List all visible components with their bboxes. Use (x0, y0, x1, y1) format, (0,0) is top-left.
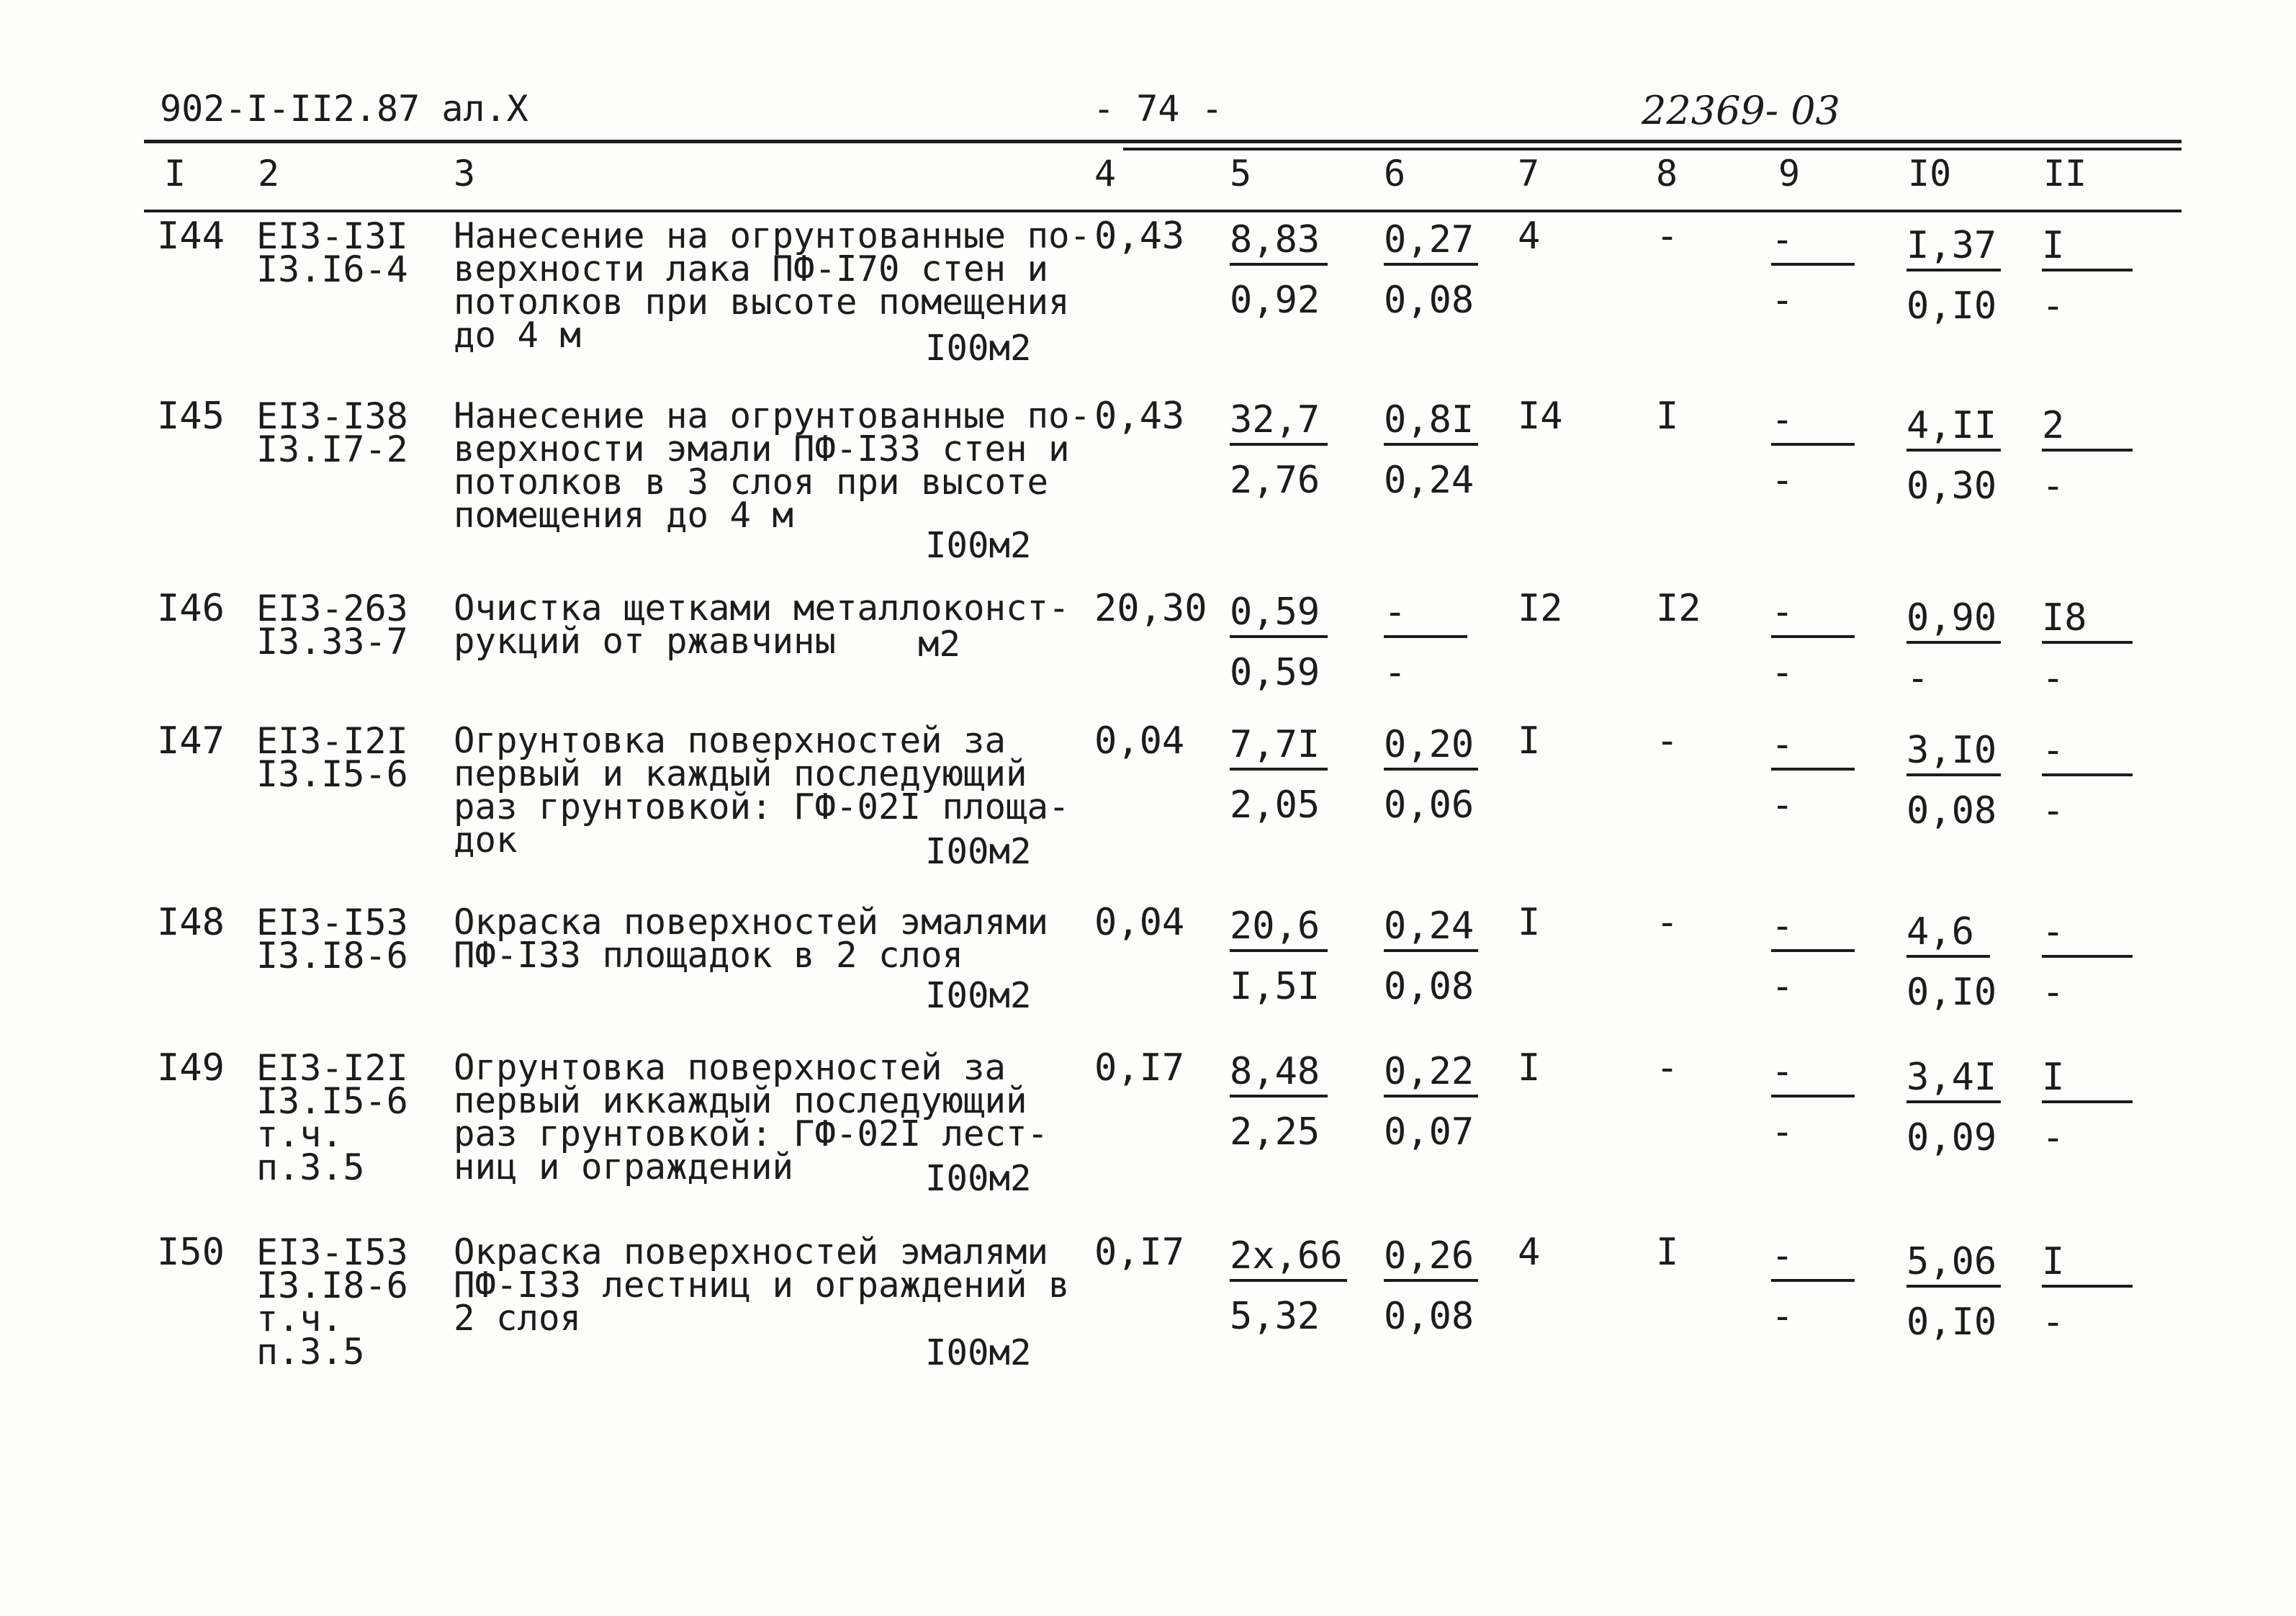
norm-code: п.3.5 (256, 1331, 365, 1373)
cost-col5 (1230, 723, 1328, 827)
cost-col5-bottom: 2,76 (1230, 459, 1320, 502)
cost-col5-bottom: 5,32 (1230, 1295, 1320, 1338)
col9-value-top: - (1771, 1234, 1855, 1282)
column-header-rule (144, 210, 2182, 212)
col9-value-bottom: - (1771, 279, 1794, 322)
col11-value-bottom: - (2042, 1116, 2065, 1159)
col11-value-bottom: - (2042, 1301, 2065, 1344)
col11-value (2042, 596, 2133, 700)
col10-value (1906, 596, 2001, 700)
cost-col6-bottom: 0,08 (1384, 1295, 1475, 1338)
cost-col6 (1384, 904, 1478, 1008)
cost-col5-top: 0,59 (1230, 591, 1328, 638)
cost-col5 (1230, 1050, 1328, 1154)
col8-value: I (1656, 1231, 1679, 1274)
norm-code: EI3-263 (256, 588, 408, 629)
col11-value (2042, 224, 2133, 328)
col10-value-top: 4,6 (1906, 910, 1990, 958)
unit-of-measure: м2 (918, 624, 961, 665)
cost-col5-top: 32,7 (1230, 398, 1328, 446)
work-description: раз грунтовкой: ГФ-02I площа- (454, 786, 1070, 827)
work-description: раз грунтовкой: ГФ-02I лест- (454, 1113, 1049, 1154)
cost-col6-bottom: 0,24 (1384, 459, 1475, 502)
col9-value (1771, 904, 1855, 1008)
col8-value: - (1656, 1046, 1679, 1090)
column-header: 4 (1094, 153, 1117, 194)
col11-value-top: I (2042, 1240, 2133, 1288)
cost-col5-bottom: 2,05 (1230, 784, 1320, 827)
column-header: 3 (454, 153, 476, 194)
col7-value: I (1518, 1046, 1541, 1090)
col9-value-bottom: - (1771, 651, 1794, 694)
quantity: 0,I7 (1094, 1046, 1185, 1090)
column-header: II (2043, 153, 2087, 194)
col11-value-top: 2 (2042, 404, 2133, 452)
col9-value-top: - (1771, 723, 1855, 771)
col9-value-top: - (1771, 218, 1855, 266)
quantity: 0,43 (1094, 395, 1185, 438)
norm-code: EI3-I38 (256, 395, 408, 437)
col8-value: I2 (1656, 587, 1701, 630)
norm-code: I3.I8-6 (256, 1265, 408, 1306)
col9-value-bottom: - (1771, 1110, 1794, 1154)
work-description: ниц и ограждений (454, 1146, 794, 1188)
cost-col6 (1384, 723, 1478, 827)
column-header: 8 (1656, 153, 1678, 194)
cost-col5-bottom: 2,25 (1230, 1110, 1320, 1154)
col11-value-bottom: - (2042, 284, 2065, 328)
col9-value-top: - (1771, 591, 1855, 638)
cost-col6-top: 0,27 (1384, 218, 1478, 266)
work-description: 2 слоя (454, 1298, 582, 1339)
norm-code: I3.I5-6 (256, 753, 408, 795)
cost-col5-bottom: 0,92 (1230, 279, 1320, 322)
work-description: первый и каждый последующий (454, 753, 1027, 794)
column-header: 9 (1778, 153, 1801, 194)
row-number: I50 (157, 1231, 225, 1274)
row-number: I45 (157, 395, 225, 438)
work-description: верхности лака ПФ-I70 стен и (454, 248, 1049, 289)
work-description: первый иккаждый последующий (454, 1080, 1027, 1121)
work-description: верхности эмали ПФ-I33 стен и (454, 428, 1070, 470)
work-description: Окраска поверхностей эмалями (454, 902, 1049, 943)
cost-col5-top: 8,48 (1230, 1050, 1328, 1097)
col11-value (2042, 910, 2133, 1014)
work-description: потолков при высоте помещения (454, 282, 1070, 323)
work-description: до 4 м (454, 315, 582, 356)
col8-value: - (1656, 719, 1679, 763)
col7-value: 4 (1518, 1231, 1541, 1274)
col9-value-bottom: - (1771, 459, 1794, 502)
norm-code: I3.I5-6 (256, 1080, 408, 1122)
cost-col6-top: 0,24 (1384, 904, 1478, 952)
page-number: - 74 - (1093, 88, 1223, 130)
col11-value-top: - (2042, 910, 2133, 958)
inventory-number: 22369- 03 (1642, 88, 1840, 133)
col10-value-top: I,37 (1906, 224, 2001, 271)
cost-col6 (1384, 398, 1478, 502)
row-number: I49 (157, 1046, 225, 1090)
cost-col5 (1230, 398, 1328, 502)
col7-value: I2 (1518, 587, 1563, 630)
col9-value-bottom: - (1771, 784, 1794, 827)
col10-value (1906, 224, 2001, 328)
work-description: Окраска поверхностей эмалями (454, 1231, 1049, 1272)
column-header: I0 (1908, 153, 1952, 194)
cost-col5-bottom: I,5I (1230, 965, 1320, 1008)
col11-value (2042, 1240, 2133, 1344)
col10-value (1906, 729, 2001, 832)
col10-value-bottom: 0,I0 (1906, 1301, 1997, 1344)
col10-value-top: 0,90 (1906, 596, 2001, 644)
cost-col6-top: - (1384, 591, 1467, 638)
column-header: I (164, 153, 186, 194)
col8-value: - (1656, 901, 1679, 944)
cost-col5 (1230, 591, 1328, 694)
col11-value-bottom: - (2042, 789, 2065, 832)
work-description: помещения до 4 м (454, 495, 794, 536)
col9-value-top: - (1771, 1050, 1855, 1097)
col10-value-bottom: 0,I0 (1906, 284, 1997, 328)
col10-value (1906, 1240, 2001, 1344)
work-description: ПФ-I33 лестниц и ограждений в (454, 1265, 1070, 1306)
quantity: 0,04 (1094, 901, 1185, 944)
col10-value-top: 4,II (1906, 404, 2001, 452)
cost-col5 (1230, 904, 1328, 1008)
unit-of-measure: I00м2 (925, 328, 1032, 369)
col10-value-bottom: 0,30 (1906, 464, 1997, 508)
cost-col6-bottom: 0,06 (1384, 784, 1475, 827)
col10-value-bottom: 0,I0 (1906, 971, 1997, 1014)
unit-of-measure: I00м2 (925, 831, 1032, 872)
col10-value (1906, 1056, 2001, 1159)
col9-value (1771, 591, 1855, 694)
cost-col6-top: 0,26 (1384, 1234, 1478, 1282)
cost-col5-top: 7,7I (1230, 723, 1328, 771)
cost-col6-bottom: 0,08 (1384, 279, 1475, 322)
quantity: 20,30 (1094, 587, 1207, 630)
unit-of-measure: I00м2 (925, 1158, 1032, 1199)
col11-value (2042, 1056, 2133, 1159)
header-rule-top (144, 140, 2182, 143)
col10-value (1906, 404, 2001, 508)
col11-value-top: I (2042, 224, 2133, 271)
col10-value-bottom: - (1906, 657, 1930, 700)
unit-of-measure: I00м2 (925, 975, 1032, 1016)
work-description: потолков в 3 слоя при высоте (454, 462, 1049, 503)
row-number: I48 (157, 901, 225, 944)
col9-value-bottom: - (1771, 1295, 1794, 1338)
norm-code: EI3-I53 (256, 1231, 408, 1273)
cost-col6 (1384, 1050, 1478, 1154)
work-description: ПФ-I33 площадок в 2 слоя (454, 935, 964, 976)
norm-code: EI3-I3I (256, 215, 408, 257)
cost-col6 (1384, 1234, 1478, 1338)
col10-value-top: 5,06 (1906, 1240, 2001, 1288)
column-header: 7 (1518, 153, 1540, 194)
norm-code: I3.I8-6 (256, 935, 408, 977)
cost-col5-top: 2х,66 (1230, 1234, 1347, 1282)
work-description: Огрунтовка поверхностей за (454, 1047, 1007, 1088)
cost-col5 (1230, 1234, 1347, 1338)
col9-value (1771, 1050, 1855, 1154)
norm-code: EI3-I2I (256, 720, 408, 762)
cost-col6-top: 0,8I (1384, 398, 1478, 446)
work-description: док (454, 820, 518, 861)
column-header: 2 (258, 153, 280, 194)
col11-value-top: I (2042, 1056, 2133, 1103)
col10-value-top: 3,I0 (1906, 729, 2001, 776)
quantity: 0,43 (1094, 215, 1185, 258)
col10-value-top: 3,4I (1906, 1056, 2001, 1103)
row-number: I47 (157, 719, 225, 763)
document-code: 902-I-II2.87 ал.X (160, 88, 528, 130)
cost-col5 (1230, 218, 1328, 322)
col11-value-bottom: - (2042, 971, 2065, 1014)
col9-value (1771, 218, 1855, 322)
col11-value-top: - (2042, 729, 2133, 776)
norm-code: EI3-I53 (256, 902, 408, 943)
norm-code: I3.I7-2 (256, 428, 408, 470)
cost-col6-bottom: - (1384, 651, 1407, 694)
cost-col5-bottom: 0,59 (1230, 651, 1320, 694)
cost-col6-top: 0,22 (1384, 1050, 1478, 1097)
cost-col5-top: 20,6 (1230, 904, 1328, 952)
norm-code: п.3.5 (256, 1146, 365, 1188)
col10-value-bottom: 0,09 (1906, 1116, 1997, 1159)
column-header: 5 (1230, 153, 1252, 194)
unit-of-measure: I00м2 (925, 525, 1032, 566)
cost-col6 (1384, 591, 1467, 694)
row-number: I46 (157, 587, 225, 630)
work-description: Очистка щетками металлоконст- (454, 588, 1070, 629)
norm-code: EI3-I2I (256, 1047, 408, 1089)
col9-value-top: - (1771, 904, 1855, 952)
work-description: Нанесение на огрунтованные по- (454, 395, 1091, 436)
cost-col6-bottom: 0,07 (1384, 1110, 1475, 1154)
col9-value-top: - (1771, 398, 1855, 446)
cost-col6-bottom: 0,08 (1384, 965, 1475, 1008)
cost-col6-top: 0,20 (1384, 723, 1478, 771)
col11-value-top: I8 (2042, 596, 2133, 644)
norm-code: т.ч. (256, 1298, 343, 1339)
col10-value-bottom: 0,08 (1906, 789, 1997, 832)
work-description: рукций от ржавчины (454, 621, 837, 662)
col11-value (2042, 404, 2133, 508)
quantity: 0,I7 (1094, 1231, 1185, 1274)
col9-value-bottom: - (1771, 965, 1794, 1008)
cost-col5-top: 8,83 (1230, 218, 1328, 266)
column-header: 6 (1384, 153, 1406, 194)
norm-code: I3.33-7 (256, 621, 408, 663)
norm-code: т.ч. (256, 1113, 343, 1155)
col9-value (1771, 723, 1855, 827)
col11-value (2042, 729, 2133, 832)
col7-value: I4 (1518, 395, 1563, 438)
row-number: I44 (157, 215, 225, 258)
col9-value (1771, 1234, 1855, 1338)
col11-value-bottom: - (2042, 657, 2065, 700)
work-description: Огрунтовка поверхностей за (454, 720, 1007, 761)
work-description: Нанесение на огрунтованные по- (454, 215, 1091, 256)
cost-col6 (1384, 218, 1478, 322)
col11-value-bottom: - (2042, 464, 2065, 508)
col7-value: I (1518, 719, 1541, 763)
col7-value: 4 (1518, 215, 1541, 258)
col8-value: - (1656, 215, 1679, 258)
col7-value: I (1518, 901, 1541, 944)
quantity: 0,04 (1094, 719, 1185, 763)
unit-of-measure: I00м2 (925, 1332, 1032, 1373)
norm-code: I3.I6-4 (256, 248, 408, 290)
col10-value (1906, 910, 1996, 1014)
col8-value: I (1656, 395, 1679, 438)
header-rule-second (1123, 148, 2182, 151)
col9-value (1771, 398, 1855, 502)
